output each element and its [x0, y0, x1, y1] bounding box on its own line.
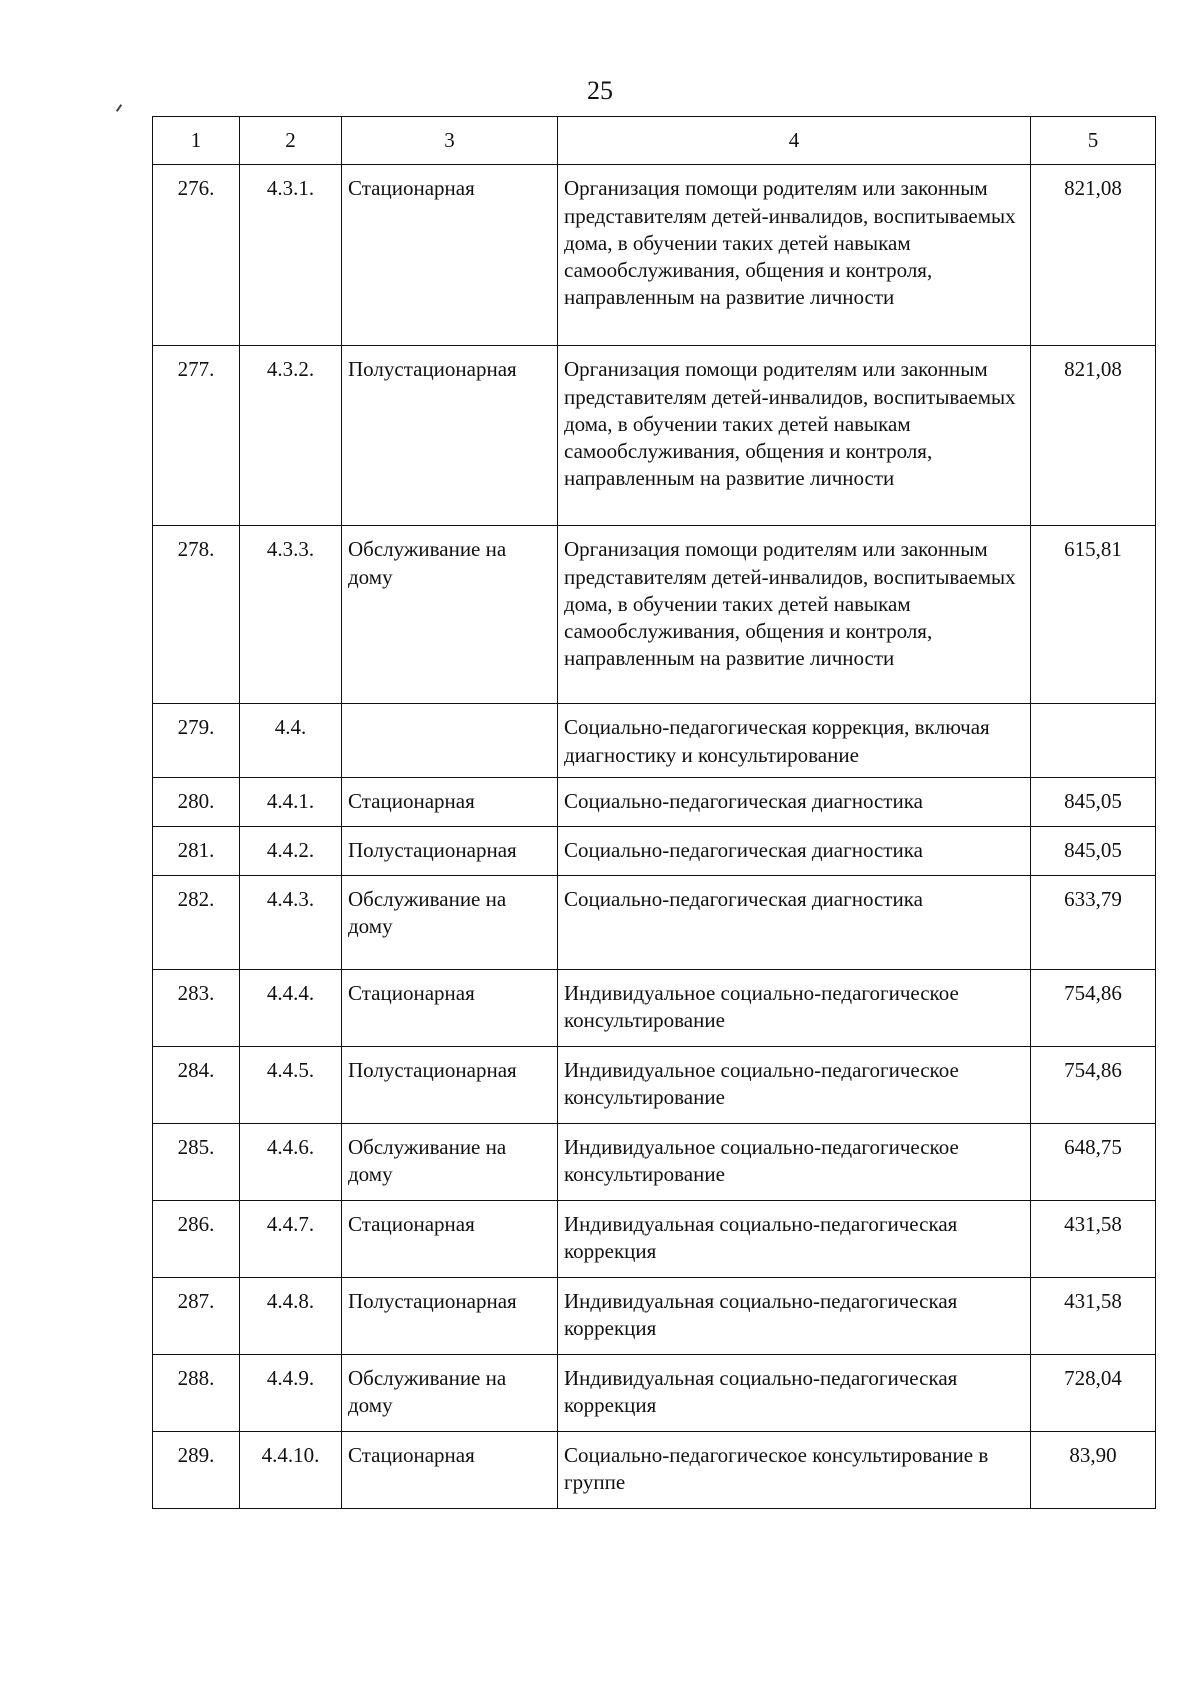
table-row — [153, 704, 1156, 778]
service-form: Стационарная — [342, 165, 558, 346]
header-cell: 2 — [240, 117, 342, 165]
service-price: 845,05 — [1031, 826, 1156, 875]
table-row — [153, 1046, 1156, 1123]
header-row — [153, 117, 1156, 165]
service-code: 4.4.7. — [240, 1200, 342, 1277]
row-number: 282. — [153, 875, 240, 969]
header-cell: 5 — [1031, 117, 1156, 165]
row-number: 286. — [153, 1200, 240, 1277]
service-form: Полустационарная — [342, 826, 558, 875]
service-form: Стационарная — [342, 969, 558, 1046]
service-price: 845,05 — [1031, 777, 1156, 826]
row-number: 277. — [153, 346, 240, 526]
service-description: Социально-педагогическая диагностика — [558, 875, 1031, 969]
row-number: 287. — [153, 1277, 240, 1354]
service-description: Социально-педагогическая диагностика — [558, 777, 1031, 826]
service-price: 821,08 — [1031, 165, 1156, 346]
service-price: 821,08 — [1031, 346, 1156, 526]
service-price: 83,90 — [1031, 1431, 1156, 1508]
service-form: Обслуживание на дому — [342, 526, 558, 704]
service-price: 431,58 — [1031, 1200, 1156, 1277]
service-code: 4.3.1. — [240, 165, 342, 346]
table-row — [153, 1123, 1156, 1200]
service-code: 4.4.6. — [240, 1123, 342, 1200]
service-price: 754,86 — [1031, 969, 1156, 1046]
table-row — [153, 969, 1156, 1046]
row-number: 288. — [153, 1354, 240, 1431]
service-description: Индивидуальное социально-педагогическое консультирование — [558, 969, 1031, 1046]
service-description: Индивидуальное социально-педагогическое консультирование — [558, 1123, 1031, 1200]
header-cell: 1 — [153, 117, 240, 165]
service-description: Социально-педагогическая коррекция, включая диагностику и консультирование — [558, 704, 1031, 778]
table-row — [153, 1354, 1156, 1431]
header-cell: 4 — [558, 117, 1031, 165]
table-row — [153, 526, 1156, 704]
table-row — [153, 777, 1156, 826]
header-cell: 3 — [342, 117, 558, 165]
page-number: 25 — [587, 76, 613, 105]
service-price: 754,86 — [1031, 1046, 1156, 1123]
service-description: Индивидуальная социально-педагогическая коррекция — [558, 1200, 1031, 1277]
service-price: 615,81 — [1031, 526, 1156, 704]
service-description: Социально-педагогическая диагностика — [558, 826, 1031, 875]
service-price: 431,58 — [1031, 1277, 1156, 1354]
service-form: Стационарная — [342, 1200, 558, 1277]
service-code: 4.4.2. — [240, 826, 342, 875]
service-form: Полустационарная — [342, 1277, 558, 1354]
service-form: Стационарная — [342, 777, 558, 826]
row-number: 278. — [153, 526, 240, 704]
service-code: 4.4.10. — [240, 1431, 342, 1508]
service-form — [342, 704, 558, 778]
service-price: 728,04 — [1031, 1354, 1156, 1431]
service-code: 4.4.3. — [240, 875, 342, 969]
table-row — [153, 165, 1156, 346]
service-code: 4.4.1. — [240, 777, 342, 826]
service-form: Обслуживание на дому — [342, 1123, 558, 1200]
service-price: 648,75 — [1031, 1123, 1156, 1200]
service-code: 4.4.4. — [240, 969, 342, 1046]
service-code: 4.4.5. — [240, 1046, 342, 1123]
table-row — [153, 1200, 1156, 1277]
table-row — [153, 1277, 1156, 1354]
service-price — [1031, 704, 1156, 778]
service-code: 4.3.2. — [240, 346, 342, 526]
row-number: 285. — [153, 1123, 240, 1200]
service-form: Стационарная — [342, 1431, 558, 1508]
service-price: 633,79 — [1031, 875, 1156, 969]
table-row — [153, 875, 1156, 969]
table-row — [153, 826, 1156, 875]
service-description: Организация помощи родителям или законным представителям детей-инвалидов, воспитываемых дома, в обучении таких детей навыкам самообслуживания, общения и контроля, направленным на развитие личности — [558, 526, 1031, 704]
services-table — [152, 116, 1156, 1509]
service-code: 4.3.3. — [240, 526, 342, 704]
row-number: 284. — [153, 1046, 240, 1123]
service-code: 4.4.9. — [240, 1354, 342, 1431]
row-number: 280. — [153, 777, 240, 826]
row-number: 283. — [153, 969, 240, 1046]
service-description: Организация помощи родителям или законным представителям детей-инвалидов, воспитываемых дома, в обучении таких детей навыкам самообслуживания, общения и контроля, направленным на развитие личности — [558, 165, 1031, 346]
service-code: 4.4.8. — [240, 1277, 342, 1354]
table-row — [153, 1431, 1156, 1508]
service-form: Обслуживание на дому — [342, 1354, 558, 1431]
service-description: Социально-педагогическое консультирование в группе — [558, 1431, 1031, 1508]
service-form: Обслуживание на дому — [342, 875, 558, 969]
row-number: 289. — [153, 1431, 240, 1508]
row-number: 276. — [153, 165, 240, 346]
service-description: Индивидуальное социально-педагогическое консультирование — [558, 1046, 1031, 1123]
service-form: Полустационарная — [342, 346, 558, 526]
service-form: Полустационарная — [342, 1046, 558, 1123]
service-description: Организация помощи родителям или законным представителям детей-инвалидов, воспитываемых дома, в обучении таких детей навыкам самообслуживания, общения и контроля, направленным на развитие личности — [558, 346, 1031, 526]
service-code: 4.4. — [240, 704, 342, 778]
service-description: Индивидуальная социально-педагогическая коррекция — [558, 1277, 1031, 1354]
row-number: 279. — [153, 704, 240, 778]
row-number: 281. — [153, 826, 240, 875]
table-row — [153, 346, 1156, 526]
service-description: Индивидуальная социально-педагогическая коррекция — [558, 1354, 1031, 1431]
